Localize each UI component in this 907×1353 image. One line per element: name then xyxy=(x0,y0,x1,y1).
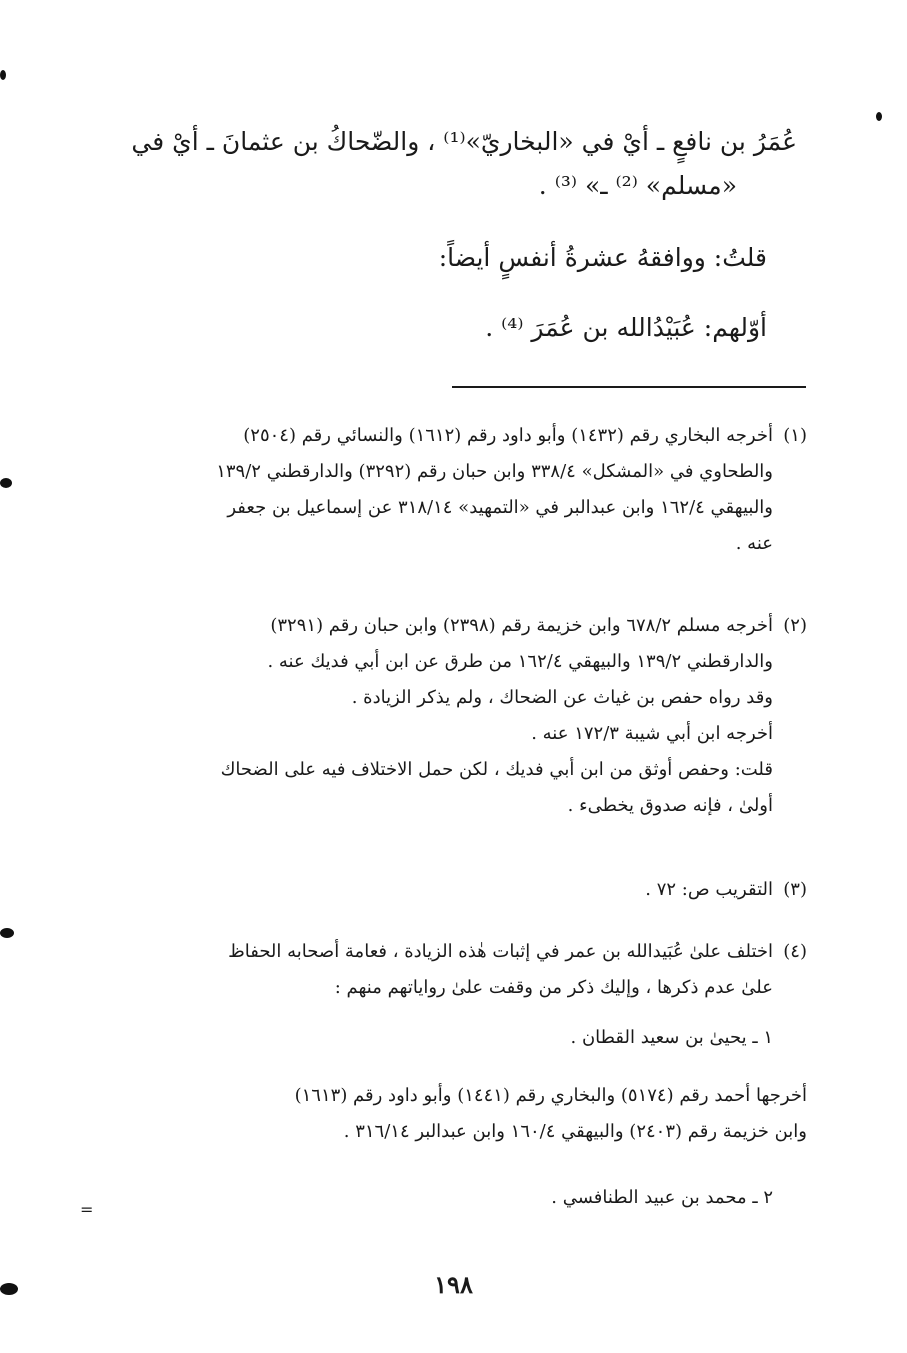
footnote-number: (٤) xyxy=(783,941,807,962)
footnote-line: قلت: وحفص أوثق من ابن أبي فديك ، لكن حمل الاختلاف فيه على الضحاك xyxy=(220,759,773,780)
main-line: عُمَرُ بن نافعٍ ـ أيْ في «البخاريّ»⁽¹⁾ ، والضّحاكُ بن عثمانَ ـ أيْ في xyxy=(131,127,797,156)
footnote-line: والدارقطني ١٣٩/٢ والبيهقي ١٦٢/٤ من طرق عن ابن أبي فديك عنه . xyxy=(267,651,773,672)
footnote-3 xyxy=(108,872,807,908)
footnote-line: والطحاوي في «المشكل» ٣٣٨/٤ وابن حبان رقم (٣٢٩٢) والدارقطني ١٣٩/٢ xyxy=(216,461,773,482)
scan-mark xyxy=(0,478,12,488)
footnote-line: ١ ـ يحيىٰ بن سعيد القطان . xyxy=(570,1027,773,1048)
footnote-number: (٢) xyxy=(783,615,807,636)
footnote-2 xyxy=(108,608,807,824)
main-line: «مسلم» ⁽²⁾ ـ» ⁽³⁾ . xyxy=(538,171,737,200)
footnote-4-item-2 xyxy=(108,1180,773,1216)
main-text xyxy=(110,236,767,280)
main-text xyxy=(110,120,797,208)
footnote-line: أخرجه البخاري رقم (١٤٣٢) وأبو داود رقم (١٦١٢) والنسائي رقم (٢٥٠٤) xyxy=(243,425,773,446)
footnote-number: (١) xyxy=(783,425,807,446)
footnote-line: أخرجه مسلم ٦٧٨/٢ وابن خزيمة رقم (٢٣٩٨) وابن حبان رقم (٣٢٩١) xyxy=(270,615,773,636)
footnote-divider xyxy=(452,386,806,388)
footnote-line: ٢ ـ محمد بن عبيد الطنافسي . xyxy=(551,1187,773,1208)
main-line: أوّلهم: عُبَيْدُالله بن عُمَرَ ⁽⁴⁾ . xyxy=(485,313,767,342)
footnote-line: علىٰ عدم ذكرها ، وإليك ذكر من وقفت علىٰ رواياتهم منهم : xyxy=(334,977,773,998)
footnote-line: أخرجها أحمد رقم (٥١٧٤) والبخاري رقم (١٤٤١) وأبو داود رقم (١٦١٣) xyxy=(294,1085,807,1106)
scan-mark xyxy=(0,928,14,938)
footnote-4 xyxy=(108,934,807,1056)
main-text xyxy=(110,306,767,350)
page-number: ١٩٨ xyxy=(434,1270,473,1299)
footnote-line: وقد رواه حفص بن غياث عن الضحاك ، ولم يذكر الزيادة . xyxy=(351,687,773,708)
scan-mark xyxy=(876,112,882,121)
footnote-line: اختلف علىٰ عُبَيدالله بن عمر في إثبات هٰذه الزيادة ، فعامة أصحابه الحفاظ xyxy=(228,941,773,962)
footnote-line: أولىٰ ، فإنه صدوق يخطىء . xyxy=(567,795,773,816)
footnote-line: أخرجه ابن أبي شيبة ١٧٢/٣ عنه . xyxy=(531,723,773,744)
footnote-line: عنه . xyxy=(735,533,773,554)
margin-mark: = xyxy=(80,1200,94,1219)
scan-mark xyxy=(0,70,6,80)
footnote-4-continued xyxy=(108,1078,807,1150)
footnote-line: والبيهقي ١٦٢/٤ وابن عبدالبر في «التمهيد» ٣١٨/١٤ عن إسماعيل بن جعفر xyxy=(227,497,773,518)
footnote-line: وابن خزيمة رقم (٢٤٠٣) والبيهقي ١٦٠/٤ وابن عبدالبر ٣١٦/١٤ . xyxy=(343,1121,807,1142)
footnote-number: (٣) xyxy=(783,879,807,900)
footnote-line: التقريب ص: ٧٢ . xyxy=(645,879,773,900)
footnote-1 xyxy=(108,418,807,562)
main-line: قلتُ: ووافقهُ عشرةُ أنفسٍ أيضاً: xyxy=(438,243,767,272)
